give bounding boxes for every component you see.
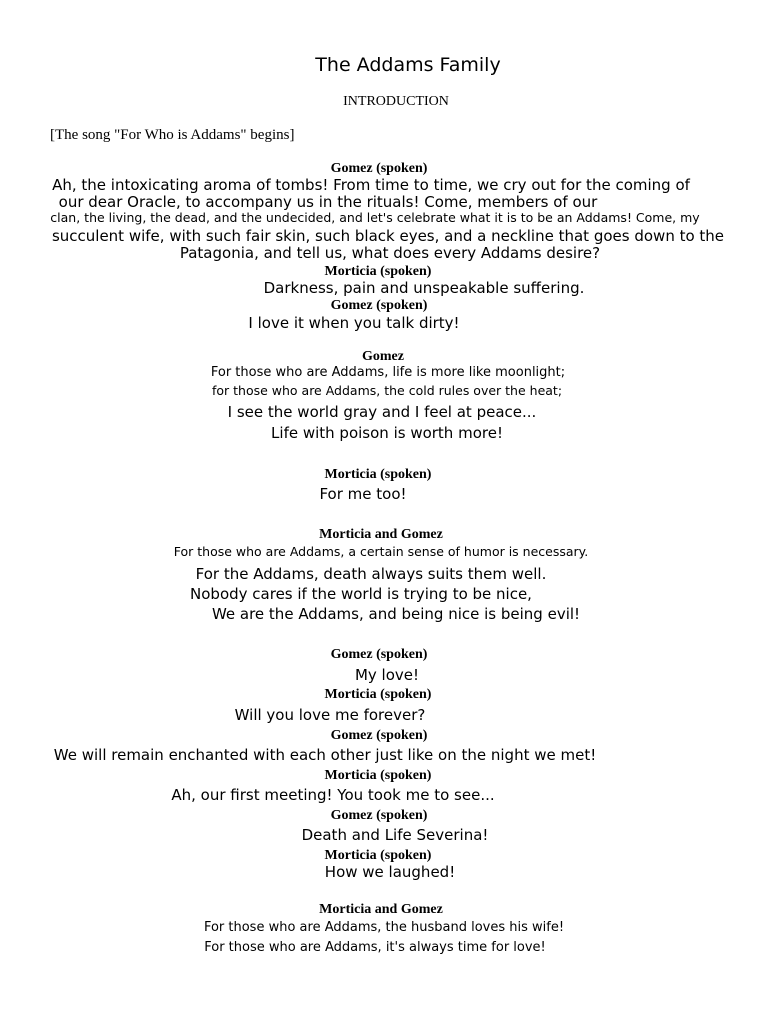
lyric-line: I love it when you talk dirty! <box>248 314 460 332</box>
lyric-line: For me too! <box>319 485 407 503</box>
speaker-name: Gomez (spoken) <box>330 161 428 176</box>
speaker-name: Morticia (spoken) <box>324 848 432 863</box>
speaker-name: Morticia and Gomez <box>319 527 443 542</box>
section-heading: INTRODUCTION <box>343 94 449 109</box>
stage-direction: [The song "For Who is Addams" begins] <box>50 127 295 143</box>
lyric-line: succulent wife, with such fair skin, such black eyes, and a neckline that goes down to the <box>51 227 725 245</box>
lyric-line: For those who are Addams, life is more like moonlight; <box>210 365 566 380</box>
lyric-line: Ah, the intoxicating aroma of tombs! From time to time, we cry out for the coming of <box>52 176 690 194</box>
lyric-line: My love! <box>354 666 420 684</box>
speaker-name: Gomez (spoken) <box>330 728 428 743</box>
lyric-line: Darkness, pain and unspeakable suffering. <box>263 279 585 297</box>
speaker-name: Gomez <box>362 349 404 364</box>
speaker-name: Morticia (spoken) <box>324 687 432 702</box>
lyric-line: For those who are Addams, the husband loves his wife! <box>203 920 565 935</box>
lyric-line: For those who are Addams, it's always time for love! <box>204 940 546 955</box>
lyric-line: Nobody cares if the world is trying to be nice, <box>190 585 532 603</box>
speaker-name: Morticia (spoken) <box>324 467 432 482</box>
lyric-line: We are the Addams, and being nice is being evil! <box>211 605 581 623</box>
lyric-line: Will you love me forever? <box>234 706 426 724</box>
lyric-line: for those who are Addams, the cold rules over the heat; <box>211 383 563 398</box>
lyric-line: Death and Life Severina! <box>301 826 489 844</box>
page-title: The Addams Family <box>315 54 501 76</box>
speaker-name: Morticia (spoken) <box>324 264 432 279</box>
lyric-line: Patagonia, and tell us, what does every Addams desire? <box>179 244 601 262</box>
lyric-line: We will remain enchanted with each other just like on the night we met! <box>53 746 597 764</box>
lyric-line: How we laughed! <box>324 863 456 881</box>
lyric-line: Ah, our first meeting! You took me to see... <box>171 786 495 804</box>
speaker-name: Gomez (spoken) <box>330 298 428 313</box>
lyric-line: clan, the living, the dead, and the undecided, and let's celebrate what it is to be an Addams! Come, my <box>50 210 700 225</box>
speaker-name: Morticia (spoken) <box>324 768 432 783</box>
lyric-line: For those who are Addams, a certain sense of humor is necessary. <box>173 544 589 559</box>
lyric-line: our dear Oracle, to accompany us in the rituals! Come, members of our <box>58 193 598 211</box>
speaker-name: Gomez (spoken) <box>330 808 428 823</box>
lyric-line: I see the world gray and I feel at peace... <box>227 403 537 421</box>
speaker-name: Morticia and Gomez <box>319 902 443 917</box>
lyric-line: For the Addams, death always suits them well. <box>195 565 547 583</box>
speaker-name: Gomez (spoken) <box>330 647 428 662</box>
lyric-line: Life with poison is worth more! <box>271 424 503 442</box>
